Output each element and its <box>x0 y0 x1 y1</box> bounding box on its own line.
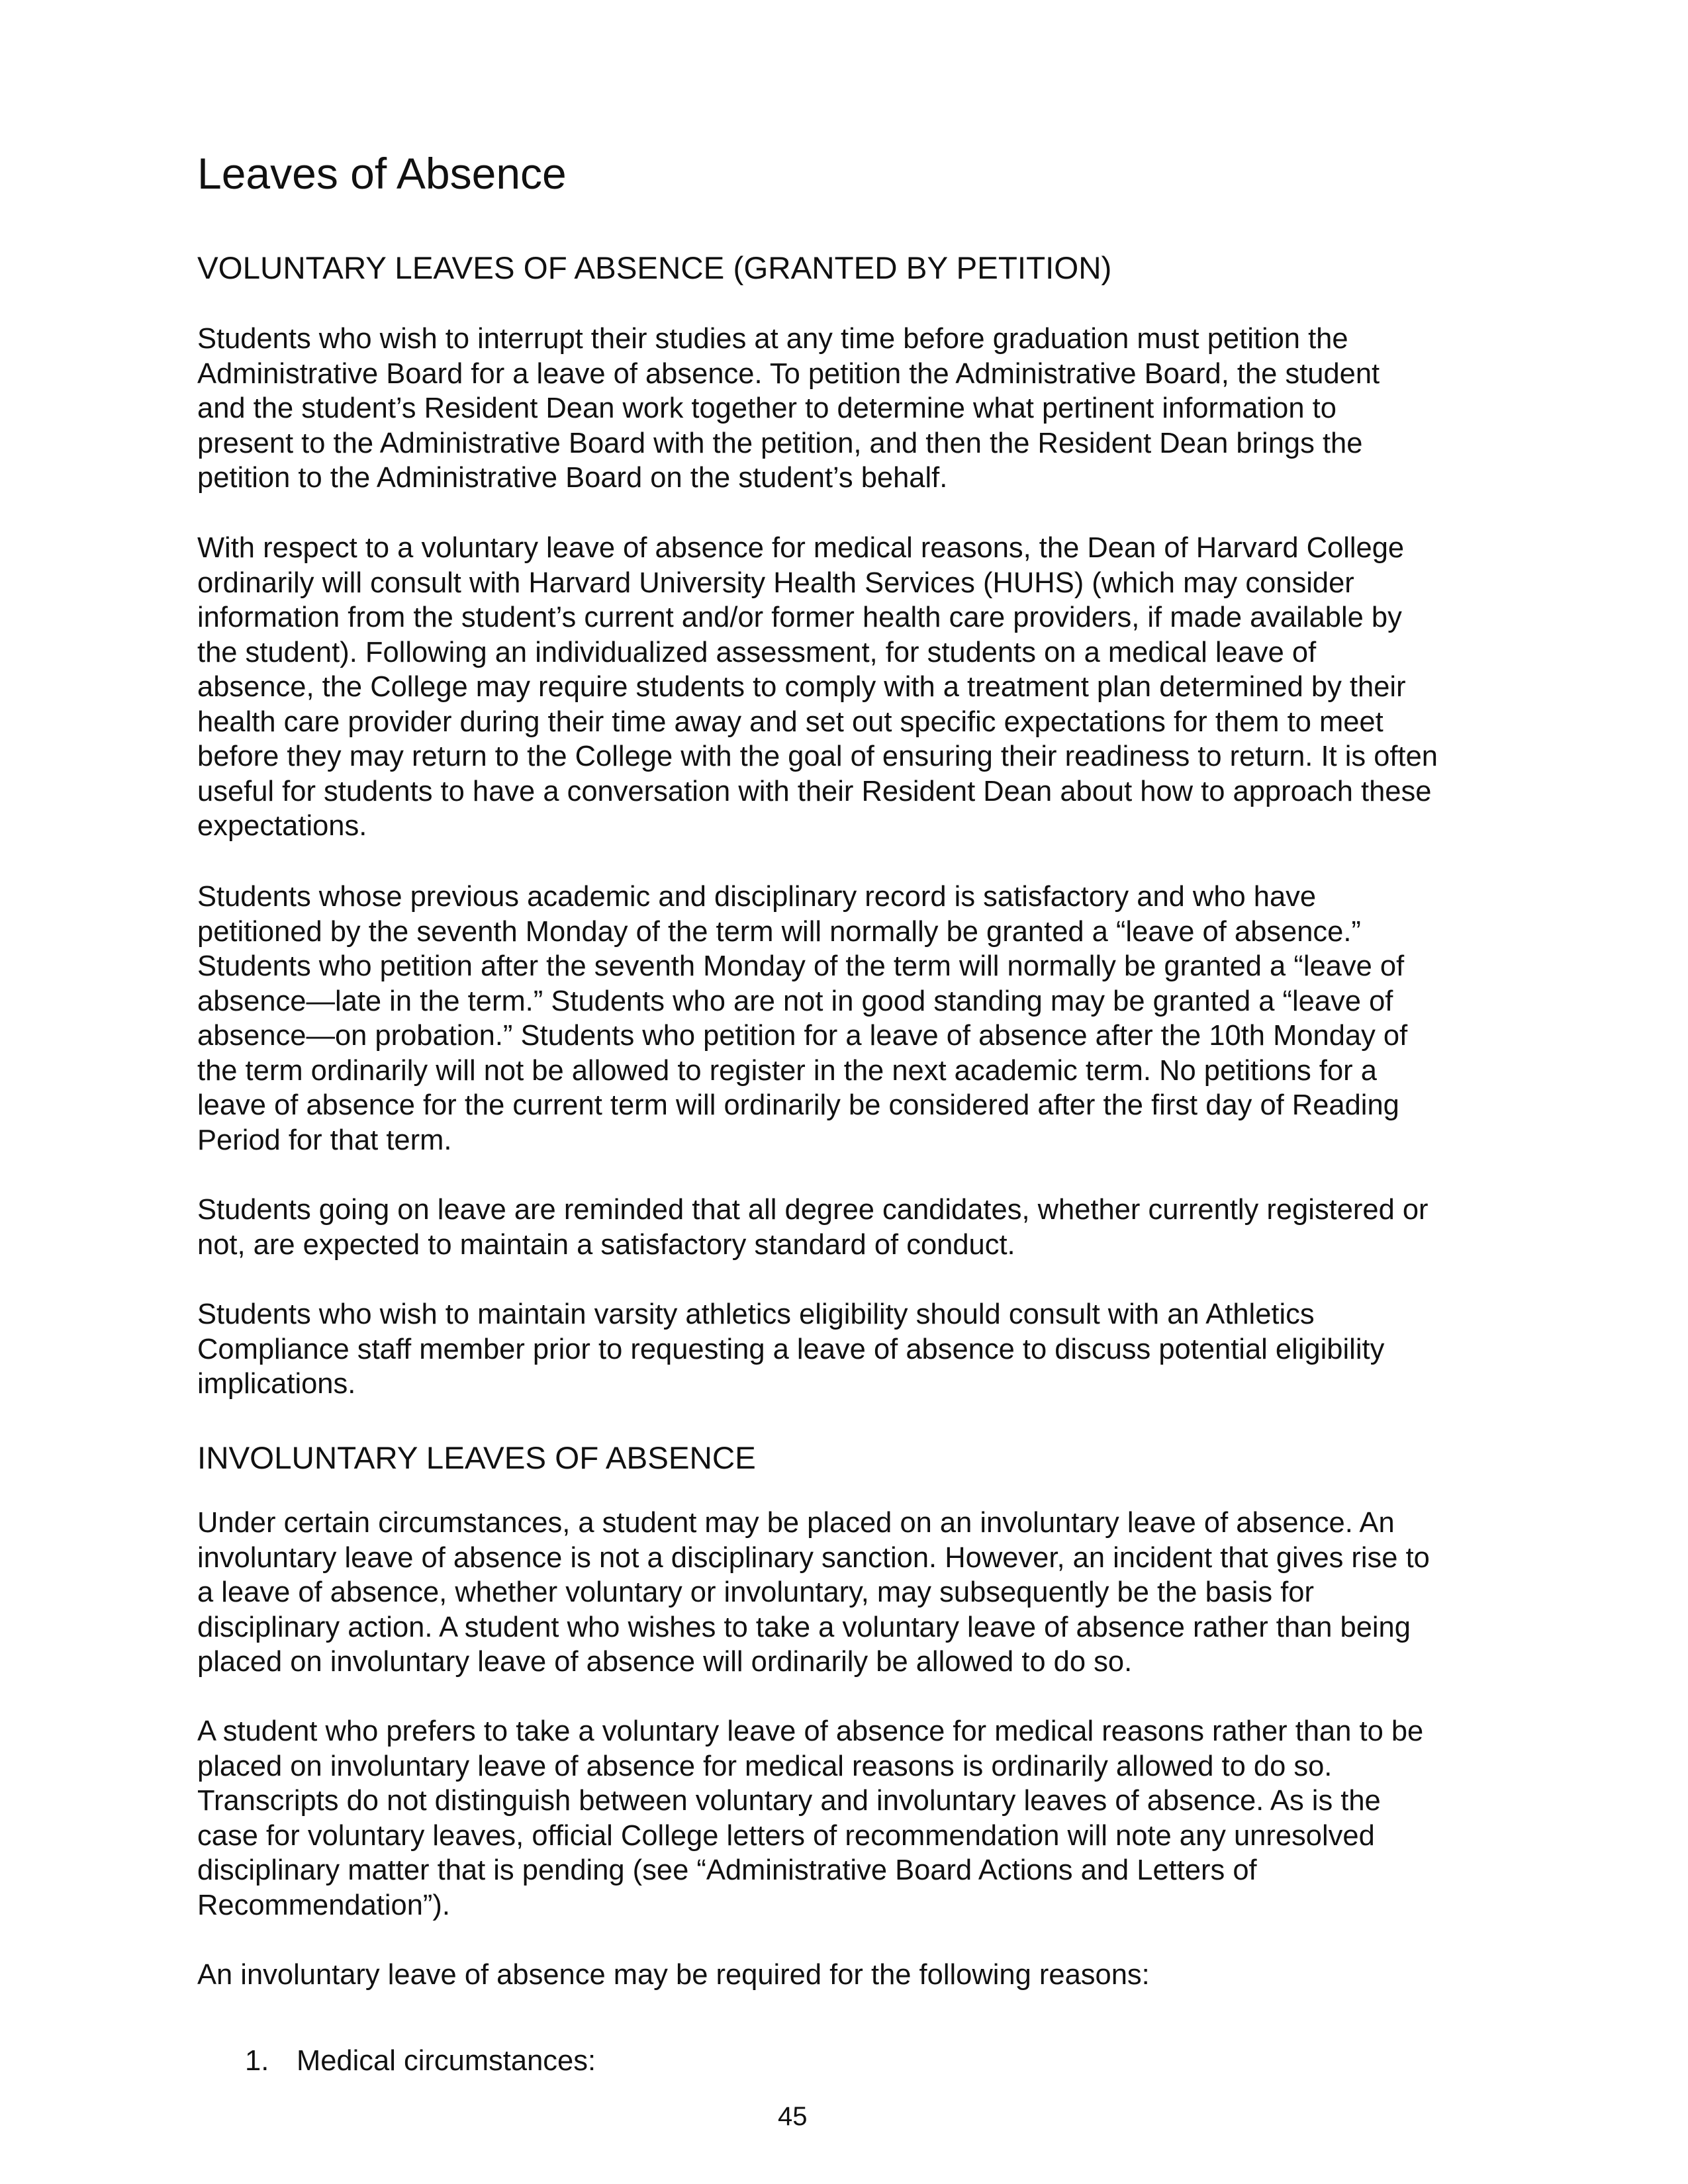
page-number: 45 <box>778 2102 808 2131</box>
text-line: not, are expected to maintain a satisfactory standard of conduct. <box>197 1228 1015 1261</box>
text-line: present to the Administrative Board with the petition, and then the Resident Dean brings the <box>197 427 1363 459</box>
text-line: Students whose previous academic and disciplinary record is satisfactory and who have <box>197 881 1317 913</box>
text-line: absence—on probation.” Students who petition for a leave of absence after the 10th Monday of <box>197 1020 1408 1052</box>
text-line: involuntary leave of absence is not a disciplinary sanction. However, an incident that gives rise to <box>197 1541 1430 1574</box>
text-line: Students going on leave are reminded that all degree candidates, whether currently registered or <box>197 1194 1429 1226</box>
text-line: health care provider during their time away and set out specific expectations for them to meet <box>197 705 1383 738</box>
text-line: information from the student’s current and/or former health care providers, if made available by <box>197 602 1402 633</box>
voluntary-paragraph-2 <box>197 531 1438 844</box>
involuntary-paragraph-3 <box>197 1958 1150 1993</box>
text-line: Students who petition after the seventh Monday of the term will normally be granted a “leave of <box>197 950 1405 982</box>
text-line: Transcripts do not distinguish between voluntary and involuntary leaves of absence. As is the <box>197 1785 1381 1817</box>
text-line: disciplinary matter that is pending (see “Administrative Board Actions and Letters of <box>197 1854 1257 1886</box>
text-line: petitioned by the seventh Monday of the term will normally be granted a “leave of absence.” <box>197 915 1361 948</box>
text-line: the term ordinarily will not be allowed to register in the next academic term. No petitions for a <box>197 1054 1377 1087</box>
text-line: leave of absence for the current term will ordinarily be considered after the first day of Reading <box>197 1089 1399 1121</box>
voluntary-paragraph-3 <box>197 880 1407 1158</box>
text-line: placed on involuntary leave of absence for medical reasons is ordinarily allowed to do so. <box>197 1750 1333 1782</box>
text-line: With respect to a voluntary leave of absence for medical reasons, the Dean of Harvard College <box>197 532 1405 564</box>
text-line: placed on involuntary leave of absence will ordinarily be allowed to do so. <box>197 1646 1133 1678</box>
list-number: 1. <box>245 2045 269 2077</box>
text-line: the student). Following an individualized assessment, for students on a medical leave of <box>197 636 1317 668</box>
text-line: Compliance staff member prior to requesting a leave of absence to discuss potential eligibility <box>197 1333 1385 1365</box>
section-heading-involuntary: INVOLUNTARY LEAVES OF ABSENCE <box>197 1441 756 1476</box>
voluntary-paragraph-5 <box>197 1297 1384 1402</box>
text-line: Administrative Board for a leave of absence. To petition the Administrative Board, the student <box>197 357 1380 390</box>
text-line: Recommendation”). <box>197 1889 450 1921</box>
text-line: Students who wish to maintain varsity athletics eligibility should consult with an Athletics <box>197 1298 1315 1330</box>
text-line: expectations. <box>197 810 367 842</box>
list-item-text: Medical circumstances: <box>297 2045 596 2077</box>
page-title: Leaves of Absence <box>197 149 567 198</box>
text-line: petition to the Administrative Board on the student’s behalf. <box>197 462 948 494</box>
text-line: ordinarily will consult with Harvard University Health Services (HUHS) (which may consider <box>197 567 1354 599</box>
text-line: useful for students to have a conversation with their Resident Dean about how to approach these <box>197 775 1432 807</box>
text-line: Period for that term. <box>197 1124 452 1156</box>
text-line: implications. <box>197 1368 356 1400</box>
text-line: a leave of absence, whether voluntary or involuntary, may subsequently be the basis for <box>197 1576 1314 1608</box>
involuntary-paragraph-1 <box>197 1506 1430 1680</box>
text-line: case for voluntary leaves, official College letters of recommendation will note any unresolved <box>197 1819 1375 1852</box>
text-line: disciplinary action. A student who wishes to take a voluntary leave of absence rather than being <box>197 1611 1411 1643</box>
text-line: A student who prefers to take a voluntary leave of absence for medical reasons rather than to be <box>197 1715 1424 1747</box>
text-line: An involuntary leave of absence may be required for the following reasons: <box>197 1959 1150 1991</box>
numbered-list-item <box>245 2044 596 2079</box>
voluntary-paragraph-1 <box>197 322 1380 496</box>
text-line: before they may return to the College with the goal of ensuring their readiness to return. It is often <box>197 741 1438 772</box>
text-line: and the student’s Resident Dean work together to determine what pertinent information to <box>197 392 1336 424</box>
text-line: Students who wish to interrupt their studies at any time before graduation must petition the <box>197 323 1348 355</box>
text-line: absence—late in the term.” Students who are not in good standing may be granted a “leave of <box>197 985 1393 1017</box>
voluntary-paragraph-4 <box>197 1193 1429 1262</box>
section-heading-voluntary: VOLUNTARY LEAVES OF ABSENCE (GRANTED BY PETITION) <box>197 251 1112 286</box>
involuntary-paragraph-2 <box>197 1714 1423 1923</box>
text-line: absence, the College may require students to comply with a treatment plan determined by their <box>197 671 1406 703</box>
text-line: Under certain circumstances, a student may be placed on an involuntary leave of absence. An <box>197 1507 1395 1539</box>
